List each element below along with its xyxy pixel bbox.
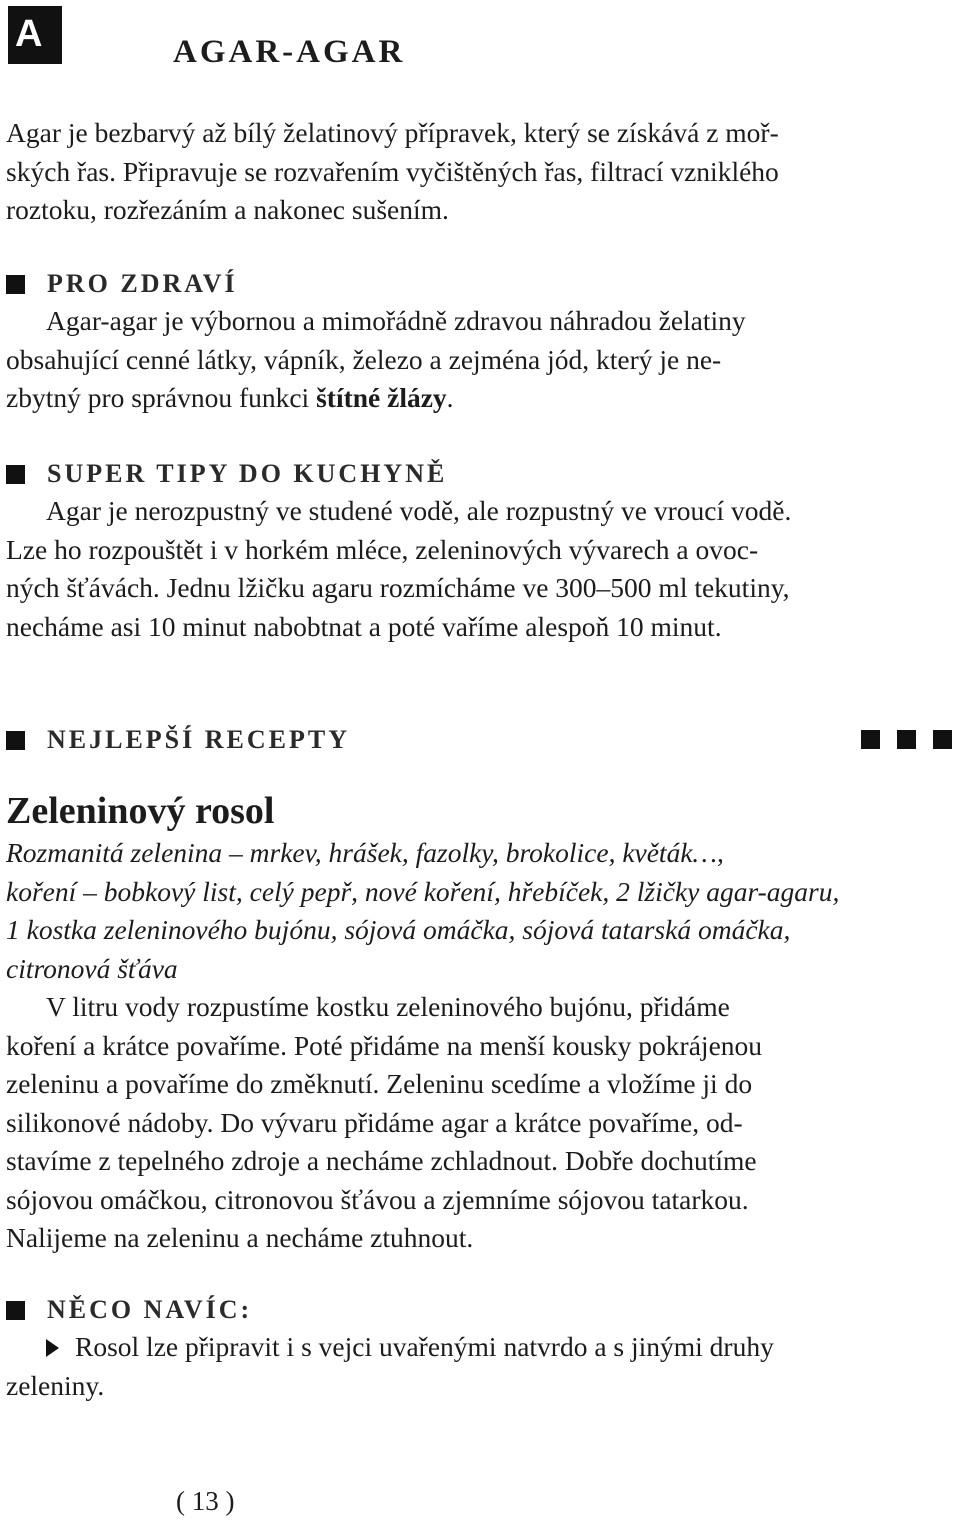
method-line: stavíme z tepelného zdroje a necháme zchladnout. Dobře dochutíme xyxy=(6,1145,757,1176)
intro-paragraph xyxy=(6,114,954,230)
health-line3-end: . xyxy=(446,382,454,413)
tips-line: Agar je nerozpustný ve studené vodě, ale rozpustný ve vroucí vodě. xyxy=(46,495,792,526)
extra-paragraph xyxy=(6,1328,954,1405)
recipe-method xyxy=(6,988,954,1258)
tips-line: ných šťávách. Jednu lžičku agaru rozmícháme ve 300–500 ml tekutiny, xyxy=(6,572,790,603)
intro-line: roztoku, rozřezáním a nakonec sušením. xyxy=(6,194,449,225)
bullet-square-icon xyxy=(6,1301,25,1320)
extra-heading xyxy=(6,1292,252,1328)
tips-line: necháme asi 10 minut nabobtnat a poté vaříme alespoň 10 minut. xyxy=(6,610,722,642)
method-line: Nalijeme na zeleninu a necháme ztuhnout. xyxy=(6,1222,474,1253)
method-line: V litru vody rozpustíme kostku zeleninového bujónu, přidáme xyxy=(46,991,730,1022)
section-letter-badge: A xyxy=(8,6,62,64)
tips-heading xyxy=(6,456,447,492)
ingredient-line: Rozmanitá zelenina – mrkev, hrášek, fazolky, brokolice, květák…, xyxy=(6,837,724,868)
extra-line: zeleniny. xyxy=(6,1369,105,1401)
decorative-squares xyxy=(844,730,952,749)
health-line3-start: zbytný pro správnou funkci xyxy=(6,382,317,413)
recipe-title: Zeleninový rosol xyxy=(6,790,275,832)
health-heading-text: PRO ZDRAVÍ xyxy=(47,269,238,298)
method-line: koření a krátce povaříme. Poté přidáme na menší kousky pokrájenou xyxy=(6,1029,763,1061)
square-icon xyxy=(933,730,952,749)
intro-line: ských řas. Připravuje se rozvařením vyčištěných řas, filtrací vzniklého xyxy=(6,155,779,187)
method-line: sójovou omáčkou, citronovou šťávou a zjemníme sójovou tatarkou. xyxy=(6,1183,749,1215)
recipes-heading-text: NEJLEPŠÍ RECEPTY xyxy=(47,725,350,754)
tips-line: Lze ho rozpouštět i v horkém mléce, zeleninových vývarech a ovoc- xyxy=(6,533,759,565)
ingredient-line: 1 kostka zeleninového bujónu, sójová omáčka, sójová tatarská omáčka, xyxy=(6,914,791,945)
recipe-ingredients xyxy=(6,834,954,988)
ingredient-line: koření – bobkový list, celý pepř, nové koření, hřebíček, 2 lžičky agar-agaru, xyxy=(6,875,840,907)
square-icon xyxy=(861,730,880,749)
health-line: Agar-agar je výbornou a mimořádně zdravou náhradou želatiny xyxy=(46,305,746,336)
tips-heading-text: SUPER TIPY DO KUCHYNĚ xyxy=(47,459,448,488)
method-line: silikonové nádoby. Do vývaru přidáme agar a krátce povaříme, od- xyxy=(6,1106,743,1138)
health-paragraph xyxy=(6,302,954,418)
health-heading xyxy=(6,266,238,302)
bullet-square-icon xyxy=(6,275,25,294)
bullet-square-icon xyxy=(6,731,25,750)
extra-line xyxy=(6,1328,954,1367)
intro-line: Agar je bezbarvý až bílý želatinový přípravek, který se získává z moř- xyxy=(6,117,779,148)
ingredient-line: citronová šťáva xyxy=(6,952,178,984)
square-icon xyxy=(897,730,916,749)
extra-heading-text: NĚCO NAVÍC: xyxy=(47,1295,253,1324)
tips-paragraph xyxy=(6,492,954,646)
page-title: AGAR-AGAR xyxy=(173,34,406,70)
health-line xyxy=(6,379,954,418)
page-number: ( 13 ) xyxy=(176,1486,235,1516)
extra-line-text: Rosol lze připravit i s vejci uvařenými natvrdo a s jinými druhy xyxy=(75,1331,774,1362)
bullet-square-icon xyxy=(6,465,25,484)
method-line: zeleninu a povaříme do změknutí. Zeleninu scedíme a vložíme ji do xyxy=(6,1068,753,1099)
health-line: obsahující cenné látky, vápník, železo a zejména jód, který je ne- xyxy=(6,343,722,375)
recipes-heading xyxy=(6,722,350,758)
arrow-right-icon xyxy=(46,1339,59,1357)
thyroid-term: štítné žlázy xyxy=(316,382,447,413)
